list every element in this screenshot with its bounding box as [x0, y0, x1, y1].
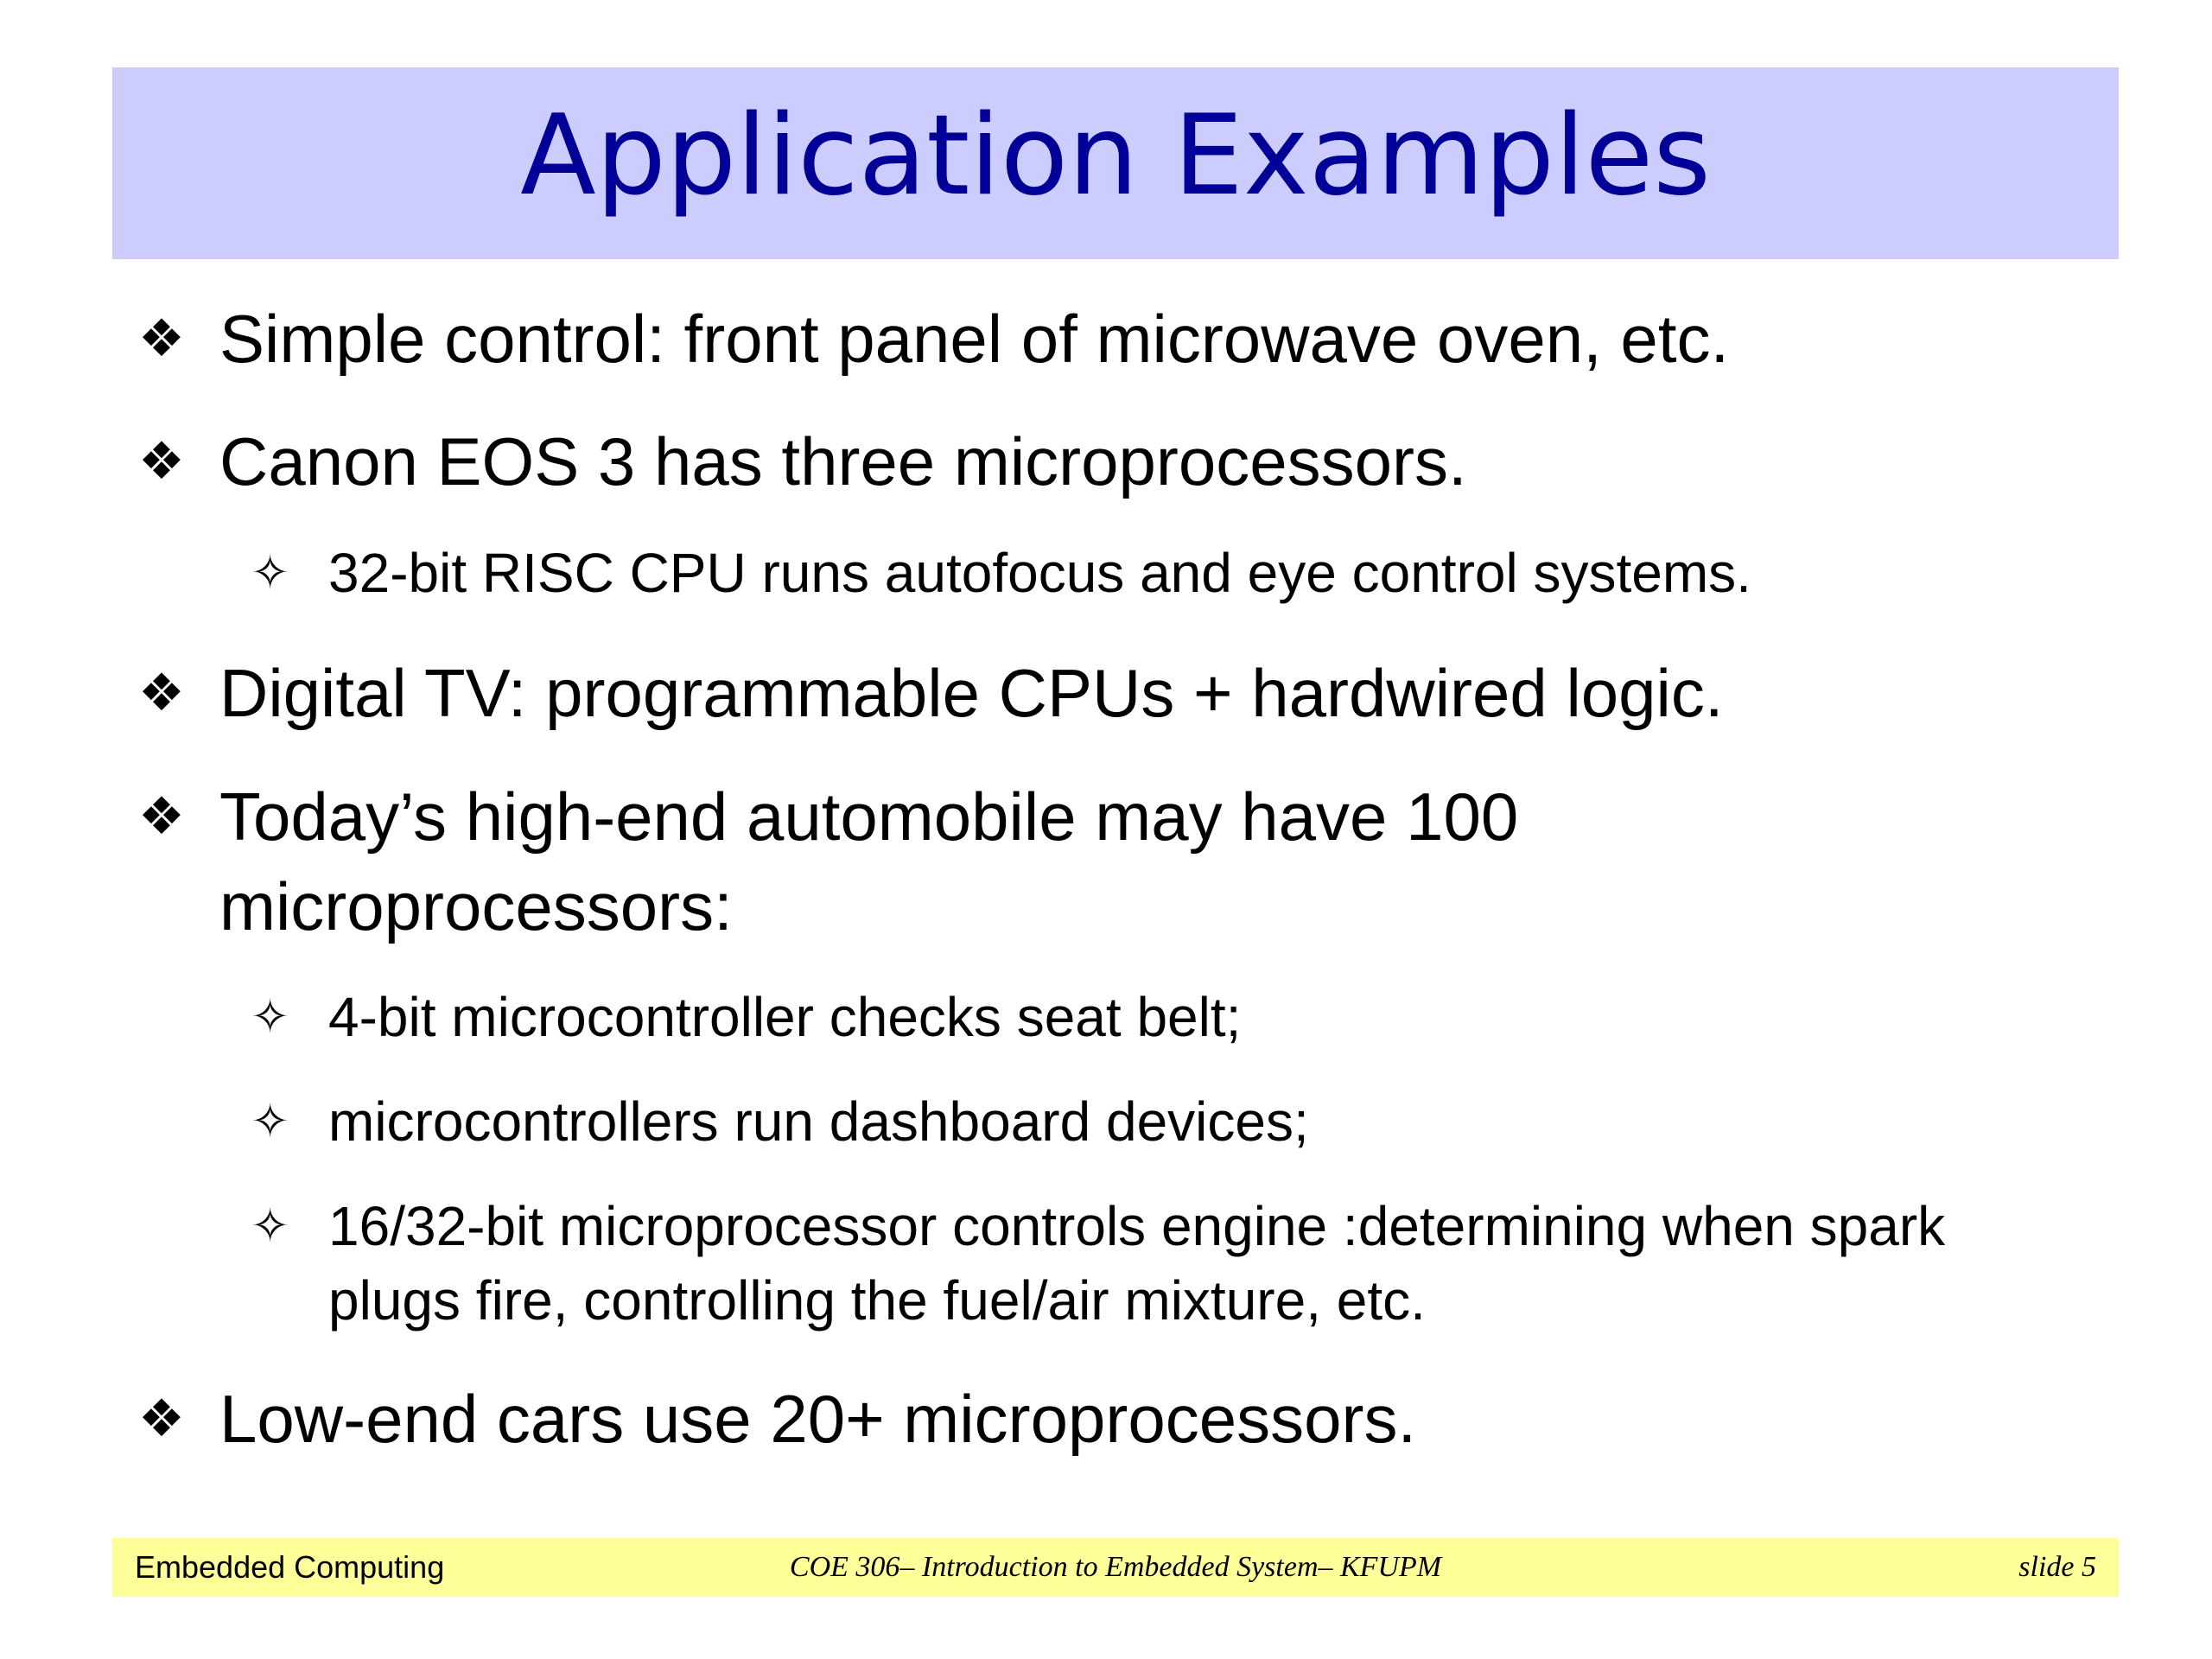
footer-course-topic: Embedded Computing [135, 1549, 445, 1585]
sub-bullet-text: 32-bit RISC CPU runs autofocus and eye control systems. [328, 542, 1751, 604]
sub-bullet-item [251, 980, 2108, 1054]
star-bullet-icon: ✧ [251, 1198, 290, 1253]
diamond-bullet-icon: ❖ [138, 431, 185, 492]
diamond-bullet-icon: ❖ [138, 663, 185, 723]
diamond-bullet-icon: ❖ [138, 786, 185, 847]
sub-bullet-item [251, 536, 2108, 610]
bullet-text: Simple control: front panel of microwave oven, etc. [219, 301, 1730, 377]
diamond-bullet-icon: ❖ [138, 1389, 185, 1449]
footer-course-title: COE 306– Introduction to Embedded System– KFUPM [789, 1551, 1442, 1583]
bullet-item [138, 772, 1758, 951]
bullet-text: Canon EOS 3 has three microprocessors. [219, 423, 1467, 499]
footer-bar [112, 1538, 2119, 1597]
sub-bullet-text: 16/32-bit microprocessor controls engine :determining when spark plugs fire, controlling the fuel/air mixture, etc. [328, 1195, 1946, 1332]
footer-slide-number: slide 5 [2018, 1551, 2096, 1583]
bullet-item [138, 416, 2086, 506]
diamond-bullet-icon: ❖ [138, 308, 185, 369]
bullet-item [138, 1374, 2086, 1464]
sub-bullet-text: 4-bit microcontroller checks seat belt; [328, 986, 1242, 1048]
slide-title: Application Examples [520, 92, 1711, 220]
bullet-text: Low-end cars use 20+ microprocessors. [219, 1381, 1417, 1457]
bullet-item [138, 294, 2086, 384]
sub-bullet-text: microcontrollers run dashboard devices; [328, 1090, 1309, 1153]
sub-bullet-item [251, 1084, 2108, 1159]
star-bullet-icon: ✧ [251, 989, 290, 1044]
star-bullet-icon: ✧ [251, 1094, 290, 1148]
bullet-text: Today’s high-end automobile may have 100 microprocessors: [219, 779, 1519, 944]
bullet-item [138, 648, 2086, 738]
star-bullet-icon: ✧ [251, 545, 290, 600]
sub-bullet-item [251, 1189, 2039, 1338]
title-bar [112, 67, 2119, 259]
bullet-text: Digital TV: programmable CPUs + hardwired logic. [219, 655, 1724, 731]
